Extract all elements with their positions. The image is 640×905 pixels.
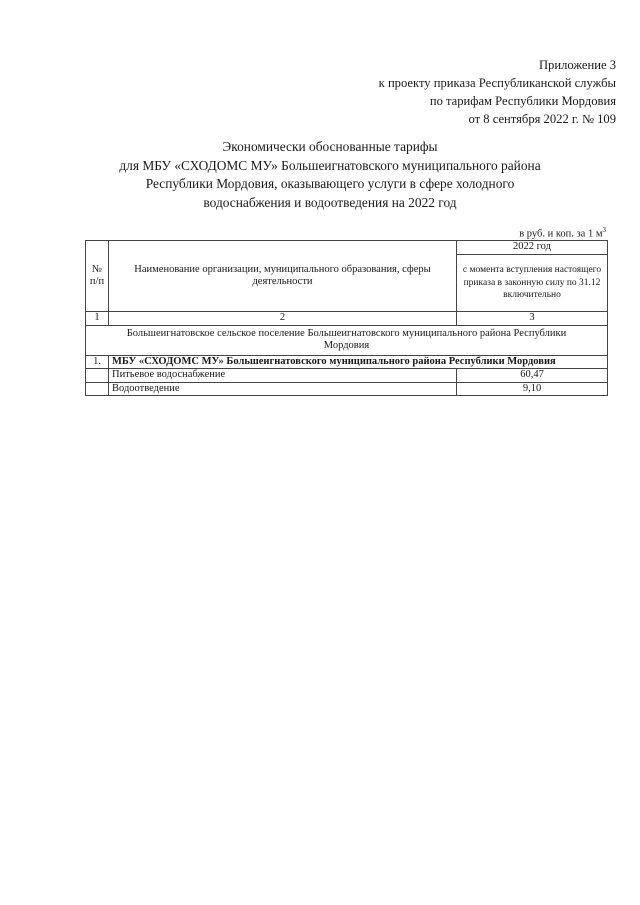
title-line: для МБУ «СХОДОМС МУ» Большеигнатовского муниципального района — [119, 157, 541, 173]
index-row — [86, 312, 608, 326]
appendix-line: Приложение 3 — [538, 58, 616, 72]
title-line: Экономически обоснованные тарифы — [222, 139, 438, 154]
index-cell: 1 — [86, 312, 109, 326]
service-num-cell — [86, 382, 109, 396]
header-num: № п/п — [86, 241, 109, 312]
organization-name: МБУ «СХОДОМС МУ» Большеигнатовского муниципального района Республики Мордовия — [109, 355, 608, 369]
service-row — [86, 382, 608, 396]
service-value: 60,47 — [457, 369, 608, 383]
appendix-line: к проекту приказа Республиканской службы — [378, 76, 616, 90]
title-line: водоснабжения и водоотведения на 2022 год — [203, 194, 457, 210]
index-cell: 3 — [457, 312, 608, 326]
service-num-cell — [86, 369, 109, 383]
service-name: Питьевое водоснабжение — [109, 369, 457, 383]
appendix-line: по тарифам Республики Мордовия — [429, 94, 616, 108]
organization-num: 1. — [86, 355, 109, 369]
header-row — [86, 241, 608, 255]
units-label — [519, 226, 606, 240]
settlement-row — [86, 325, 608, 355]
header-year: 2022 год — [457, 241, 608, 255]
units-text: в руб. и коп. за 1 м — [519, 228, 603, 240]
units-superscript: 3 — [602, 226, 606, 234]
title-line: Республики Мордовия, оказывающего услуги в сфере холодного — [145, 176, 515, 191]
index-cell: 2 — [109, 312, 457, 326]
service-row — [86, 369, 608, 383]
header-period: с момента вступления настоящего приказа в законную силу по 31.12 включительно — [457, 254, 608, 312]
service-name: Водоотведение — [109, 382, 457, 396]
appendix-line: от 8 сентября 2022 г. № 109 — [468, 112, 616, 126]
service-value: 9,10 — [457, 382, 608, 396]
header-name: Наименование организации, муниципального образования, сферы деятельности — [109, 241, 457, 312]
document-title — [60, 138, 600, 212]
organization-row — [86, 355, 608, 369]
settlement-cell: Большеигнатовское сельское поселение Большеигнатовского муниципального района Республики Мордовия — [86, 325, 608, 355]
tariff-table — [85, 240, 608, 396]
appendix-header — [379, 56, 616, 128]
